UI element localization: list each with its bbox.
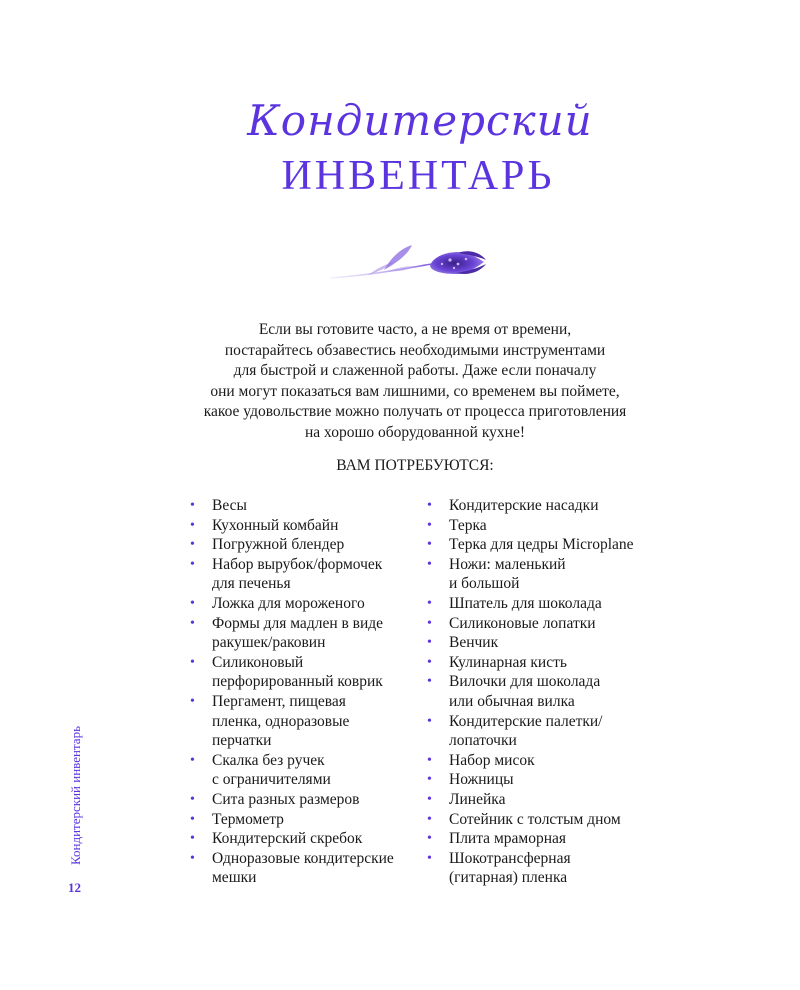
list-item-line: (гитарная) пленка: [449, 869, 568, 887]
list-item-line: для печенья: [212, 575, 291, 593]
list-item-line: перчатки: [212, 732, 272, 750]
list-item: [427, 751, 657, 771]
bullet-icon: •: [427, 537, 432, 553]
list-item-line: Ложка для мороженого: [212, 594, 365, 612]
list-item: [427, 790, 657, 810]
list-item: [427, 594, 657, 614]
list-item-text: [212, 535, 410, 555]
list-item: [427, 672, 657, 711]
list-item-line: перфорированный коврик: [212, 673, 383, 691]
list-item-text: [212, 614, 410, 653]
bullet-icon: •: [427, 654, 432, 670]
list-item-line: Погружной блендер: [212, 536, 345, 554]
left-equipment-list: [190, 496, 410, 888]
list-item-line: Формы для мадлен в виде: [212, 614, 384, 632]
bullet-icon: •: [190, 595, 195, 611]
list-item: [190, 692, 410, 751]
intro-line: на хорошо оборудованной кухне!: [304, 423, 525, 441]
list-item: [190, 790, 410, 810]
list-item-line: Ножи: маленький: [449, 555, 566, 573]
list-item: [190, 653, 410, 692]
list-item: [427, 712, 657, 751]
bullet-icon: •: [427, 752, 432, 768]
list-item-text: [449, 535, 657, 555]
list-item: [427, 653, 657, 673]
intro-paragraph: [0, 320, 800, 443]
list-item-text: [212, 594, 410, 614]
list-item-text: [212, 751, 410, 790]
list-item-text: [449, 555, 657, 594]
list-item-text: [449, 849, 657, 888]
list-item-text: [449, 496, 657, 516]
list-item: [190, 829, 410, 849]
list-item: [427, 810, 657, 830]
list-item-line: Шокотрансферная: [449, 849, 571, 867]
list-item-line: Набор мисок: [449, 751, 535, 769]
bullet-icon: •: [190, 615, 195, 631]
title-main: ИНВЕНТАРЬ: [281, 153, 555, 199]
list-item: [427, 614, 657, 634]
list-item-line: Кухонный комбайн: [212, 516, 339, 534]
list-item-text: [212, 810, 410, 830]
bullet-icon: •: [190, 831, 195, 847]
list-item-text: [212, 849, 410, 888]
bullet-icon: •: [190, 791, 195, 807]
list-item-text: [212, 496, 410, 516]
bullet-icon: •: [427, 713, 432, 729]
list-item-line: Кулинарная кисть: [449, 653, 567, 671]
list-item: [190, 535, 410, 555]
list-item-text: [449, 653, 657, 673]
list-item-line: ракушек/раковин: [212, 634, 326, 652]
list-item: [427, 829, 657, 849]
list-item: [427, 633, 657, 653]
list-item-text: [449, 633, 657, 653]
list-item-line: пленка, одноразовые: [212, 712, 350, 730]
list-item: [427, 516, 657, 536]
intro-line: они могут показаться вам лишними, со временем вы поймете,: [210, 382, 620, 400]
list-item-line: Терка: [449, 516, 487, 534]
list-item: [190, 516, 410, 536]
right-equipment-list: [427, 496, 657, 888]
list-item: [427, 535, 657, 555]
list-item-line: лопаточки: [449, 732, 517, 750]
intro-line: Если вы готовите часто, а не время от времени,: [258, 321, 572, 338]
list-item-line: Венчик: [449, 634, 499, 652]
list-item-text: [449, 614, 657, 634]
list-item-text: [449, 594, 657, 614]
list-item-line: Силиконовый: [212, 653, 304, 671]
bullet-icon: •: [427, 811, 432, 827]
list-item-text: [449, 810, 657, 830]
title-script: Кондитерский: [247, 96, 593, 145]
list-item-line: Скалка без ручек: [212, 751, 325, 769]
bullet-icon: •: [427, 498, 432, 513]
list-item: [427, 555, 657, 594]
list-item-line: с ограничителями: [212, 771, 331, 789]
bullet-icon: •: [190, 693, 195, 709]
list-item-text: [212, 790, 410, 810]
list-item-line: мешки: [212, 869, 257, 887]
bullet-icon: •: [190, 752, 195, 768]
list-item: [427, 849, 657, 888]
list-item-line: Кондитерские насадки: [449, 497, 599, 514]
bullet-icon: •: [427, 556, 432, 572]
list-item-line: Кондитерские палетки/: [449, 712, 603, 730]
bullet-icon: •: [190, 556, 195, 572]
bullet-icon: •: [427, 517, 432, 533]
list-item-line: Линейка: [449, 790, 506, 808]
list-item-line: Кондитерский скребок: [212, 830, 363, 848]
bullet-icon: •: [427, 850, 432, 866]
list-item-line: или обычная вилка: [449, 692, 575, 710]
list-item: [190, 614, 410, 653]
list-item-line: Плита мраморная: [449, 830, 566, 848]
bullet-icon: •: [190, 654, 195, 670]
list-item-line: Ножницы: [449, 771, 514, 789]
bullet-icon: •: [190, 811, 195, 827]
list-item: [427, 496, 657, 516]
list-item-line: Весы: [212, 497, 247, 514]
list-item-line: Силиконовые лопатки: [449, 614, 596, 632]
intro-line: для быстрой и слаженной работы. Даже если поначалу: [233, 362, 597, 379]
bullet-icon: •: [427, 791, 432, 807]
list-item-text: [449, 790, 657, 810]
list-item-text: [449, 712, 657, 751]
list-item: [190, 594, 410, 614]
list-item-line: Пергамент, пищевая: [212, 692, 346, 710]
list-item-line: Термометр: [212, 810, 284, 828]
flower-illustration: [328, 240, 492, 286]
list-item-text: [212, 692, 410, 751]
bullet-icon: •: [427, 635, 432, 651]
bullet-icon: •: [190, 850, 195, 866]
list-item-text: [449, 672, 657, 711]
bullet-icon: •: [427, 674, 432, 690]
list-item-line: Терка для цедры Microplane: [449, 536, 634, 554]
list-item-text: [212, 516, 410, 536]
list-item-line: Сита разных размеров: [212, 790, 360, 808]
bullet-icon: •: [190, 498, 195, 513]
bullet-icon: •: [427, 772, 432, 788]
intro-line: постарайтесь обзавестись необходимыми инструментами: [224, 341, 606, 359]
list-item: [190, 496, 410, 516]
list-item-line: Одноразовые кондитерские: [212, 849, 394, 867]
list-item-line: Сотейник с толстым дном: [449, 810, 621, 828]
list-item-text: [212, 555, 410, 594]
bullet-icon: •: [427, 595, 432, 611]
page-number: 12: [68, 880, 81, 895]
bullet-icon: •: [190, 517, 195, 533]
list-item: [427, 770, 657, 790]
list-item: [190, 751, 410, 790]
list-item: [190, 555, 410, 594]
list-item-text: [212, 829, 410, 849]
side-running-title: Кондитерский инвентарь: [68, 726, 83, 865]
list-item-text: [449, 516, 657, 536]
list-item: [190, 810, 410, 830]
bullet-icon: •: [427, 615, 432, 631]
list-item: [190, 849, 410, 888]
intro-line: какое удовольствие можно получать от процесса приготовления: [203, 403, 627, 420]
bullet-icon: •: [427, 831, 432, 847]
list-item-line: Вилочки для шоколада: [449, 673, 601, 691]
need-heading: ВАМ ПОТРЕБУЮТСЯ:: [336, 457, 494, 474]
list-item-text: [449, 829, 657, 849]
list-item-line: и большой: [449, 575, 520, 593]
list-item-line: Набор вырубок/формочек: [212, 555, 383, 573]
list-item-text: [449, 751, 657, 771]
list-item-line: Шпатель для шоколада: [449, 594, 602, 612]
bullet-icon: •: [190, 537, 195, 553]
list-item-text: [212, 653, 410, 692]
list-item-text: [449, 770, 657, 790]
